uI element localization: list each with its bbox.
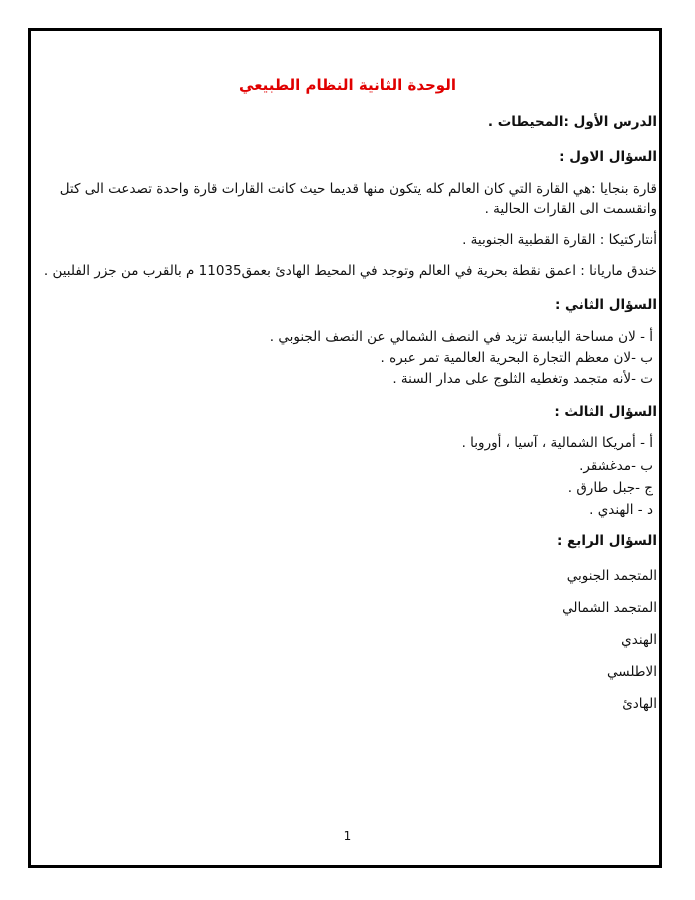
question-1-answer-3: خندق ماريانا : اعمق نقطة بحرية في العالم وتوجد في المحيط الهادئ بعمق11035 م بالقرب من جزر الفلبين . <box>43 263 657 279</box>
question-3-heading: السؤال الثالث : <box>554 404 657 420</box>
question-3-answer-c: ج -جبل طارق . <box>567 480 653 496</box>
lesson-title: الدرس الأول :المحيطات . <box>487 114 657 130</box>
question-4-heading: السؤال الرابع : <box>556 533 657 549</box>
question-1-answer-1: قارة بنجايا :هي القارة التي كان العالم كله يتكون منها قديما حيث كانت القارات قارة واحدة تصدعت الى كتل وانقسمت الى القارات الحالية . <box>59 181 657 217</box>
unit-title: الوحدة الثانية النظام الطبيعي <box>239 76 456 94</box>
question-2-heading: السؤال الثاني : <box>554 297 657 313</box>
question-3-answer-d: د - الهندي . <box>589 502 653 518</box>
question-4-answer-1: المتجمد الجنوبي <box>566 568 657 584</box>
question-2-answer-a: أ - لان مساحة اليابسة تزيد في النصف الشمالي عن النصف الجنوبي . <box>269 329 653 345</box>
question-4-answer-5: الهادئ <box>622 696 657 712</box>
page-number: 1 <box>343 829 352 843</box>
question-1-heading: السؤال الاول : <box>559 149 657 165</box>
question-3-answer-a: أ - أمريكا الشمالية ، آسيا ، أوروبا . <box>461 435 653 451</box>
question-4-answer-4: الاطلسي <box>607 664 657 680</box>
question-2-answer-b: ب -لان معظم التجارة البحرية العالمية تمر عبره . <box>380 350 653 366</box>
question-4-answer-3: الهندي <box>621 632 657 648</box>
question-4-answer-2: المتجمد الشمالي <box>562 600 657 616</box>
question-3-answer-b: ب -مدغشقر. <box>579 458 653 474</box>
question-2-answer-c: ت -لأنه متجمد وتغطيه الثلوج على مدار السنة . <box>392 371 653 387</box>
question-1-answer-2: أنتاركتيكا : القارة القطبية الجنوبية . <box>462 232 657 248</box>
